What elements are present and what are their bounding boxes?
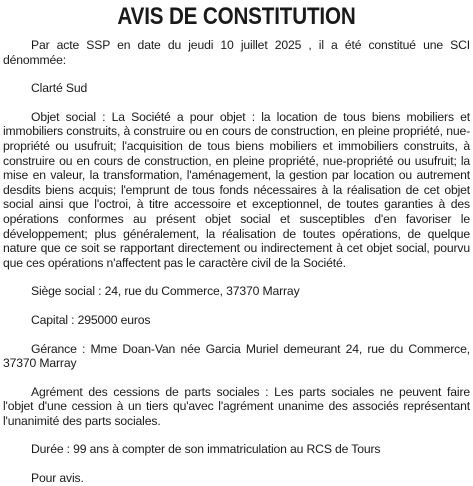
spacer <box>3 299 470 313</box>
spacer <box>3 270 470 284</box>
spacer <box>3 457 470 471</box>
management-paragraph: Gérance : Mme Doan-Van née Garcia Muriel demeurant 24, rue du Commerce, 37370 Marray <box>3 341 470 371</box>
spacer <box>3 328 470 342</box>
share-capital: Capital : 295000 euros <box>31 312 151 327</box>
closing-line: Pour avis. <box>31 471 84 486</box>
share-transfer-approval-paragraph: Agrément des cessions de parts sociales : Les parts sociales ne peuvent faire l'objet d'une cession à un tiers qu'avec l'agrément unanime des associés représentant l'unanimité des parts sociales. <box>3 384 470 428</box>
business-purpose-paragraph: Objet social : La Société a pour objet : la location de tous biens mobiliers et immobiliers construits, à construire ou en cours de construction, en pleine propriété, nue-propriété ou usufruit; l'acquisition de tous biens mobiliers et immobiliers construits, à construire ou en cours de construction, en pleine propriété, nue-propriété ou usufruit; la mise en valeur, la transformation, l'aménagement, la gestion par location ou autrement desdits biens acquis; l'emprunt de tous fonds nécessaires à la réalisation de cet objet social ainsi que l'octroi, à titre accessoire et exceptionnel, de toutes garanties à des opérations conformes au présent objet social et susceptibles d'en favoriser le développement; plus généralement, la réalisation de toutes opérations, de quelque nature que ce soit se rapportant directement ou indirectement à cet objet social, pourvu que ces opérations n'affectent pas le caractère civil de la Société. <box>3 109 470 270</box>
duration-paragraph: Durée : 99 ans à compter de son immatriculation au RCS de Tours <box>31 442 381 457</box>
company-name: Clarté Sud <box>31 81 88 96</box>
spacer <box>3 371 470 385</box>
spacer <box>3 96 470 110</box>
notice-title: AVIS DE CONSTITUTION <box>117 3 356 30</box>
registered-office: Siège social : 24, rue du Commerce, 37370 Marray <box>31 284 300 299</box>
spacer <box>3 67 470 81</box>
intro-paragraph: Par acte SSP en date du jeudi 10 juillet 2025 , il a été constitué une SCI dénommée: <box>3 38 470 67</box>
spacer <box>3 428 470 442</box>
